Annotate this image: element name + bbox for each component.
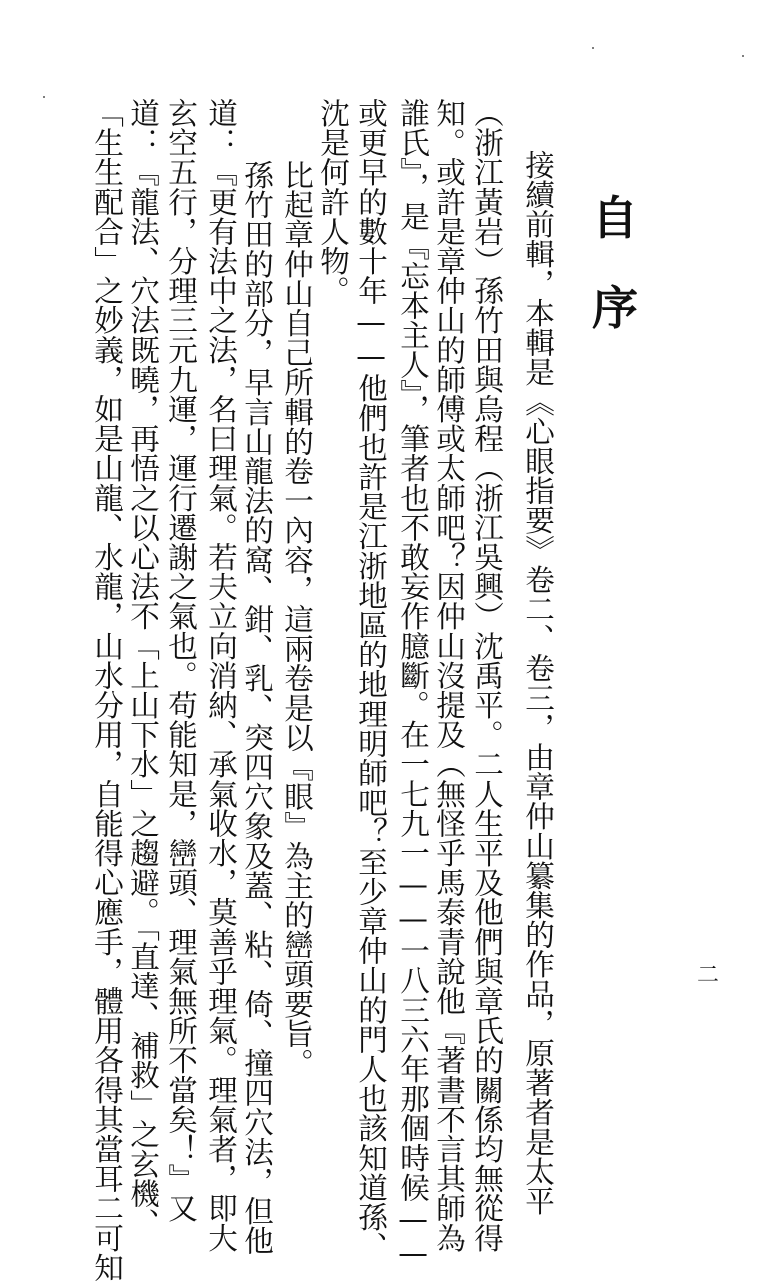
text-column: 比起章仲山自己所輯的卷一內容，這兩卷是以『眼』為主的巒頭要旨。 bbox=[280, 160, 314, 1078]
text-column: 道：『更有法中之法，名曰理氣。若夫立向消納、承氣收水，莫善乎理氣。理氣者，即大 bbox=[204, 98, 238, 1253]
title-char-1: 自 bbox=[592, 191, 638, 245]
text-column: 玄空五行，分理三元九運，運行遷謝之氣也。苟能知是，巒頭、理氣無所不當矣！』又 bbox=[164, 98, 198, 1223]
text-column: 孫竹田的部分，早言山龍法的窩、鉗、乳、突四穴象及蓋、粘、倚、撞四穴法，但他 bbox=[240, 160, 274, 1256]
scan-speck bbox=[43, 96, 45, 98]
text-column: 「生生配合」之妙義，如是山龍、水龍，山水分用，自能得心應手，體用各得其當耳二可知 bbox=[90, 98, 124, 1282]
text-column: 或更早的數十年——他們也許是江浙地區的地理明師吧？至少章仲山的門人也該知道孫、 bbox=[354, 98, 388, 1262]
page-number: 二 bbox=[697, 963, 720, 988]
text-column: 接續前輯，本輯是《心眼指要》卷二、卷三，由章仲山纂集的作品，原著者是太平 bbox=[521, 150, 555, 1216]
text-column: 誰氏』，是『忘本主人』，筆者也不敢妄作臆斷。在一七九一——一八三六年那個時候—— bbox=[396, 98, 430, 1270]
text-column: （浙江黃岩）孫竹田與烏程（浙江吳興）沈禹平。二人生平及他們與章氏的關係均無從得 bbox=[470, 98, 504, 1253]
scan-speck bbox=[592, 47, 594, 49]
text-column: 沈是何許人物。 bbox=[316, 98, 350, 306]
title-char-2: 序 bbox=[592, 281, 638, 335]
text-column: 知。或許是章仲山的師傅或太師吧？因仲山沒提及（無怪乎馬泰青說他『著書不言其師為 bbox=[432, 98, 466, 1253]
scan-speck bbox=[742, 55, 744, 57]
text-column: 道：『龍法、穴法既曉，再悟之以心法不「上山下水」之趨避。「直達、補救」之玄機、 bbox=[126, 98, 160, 1238]
